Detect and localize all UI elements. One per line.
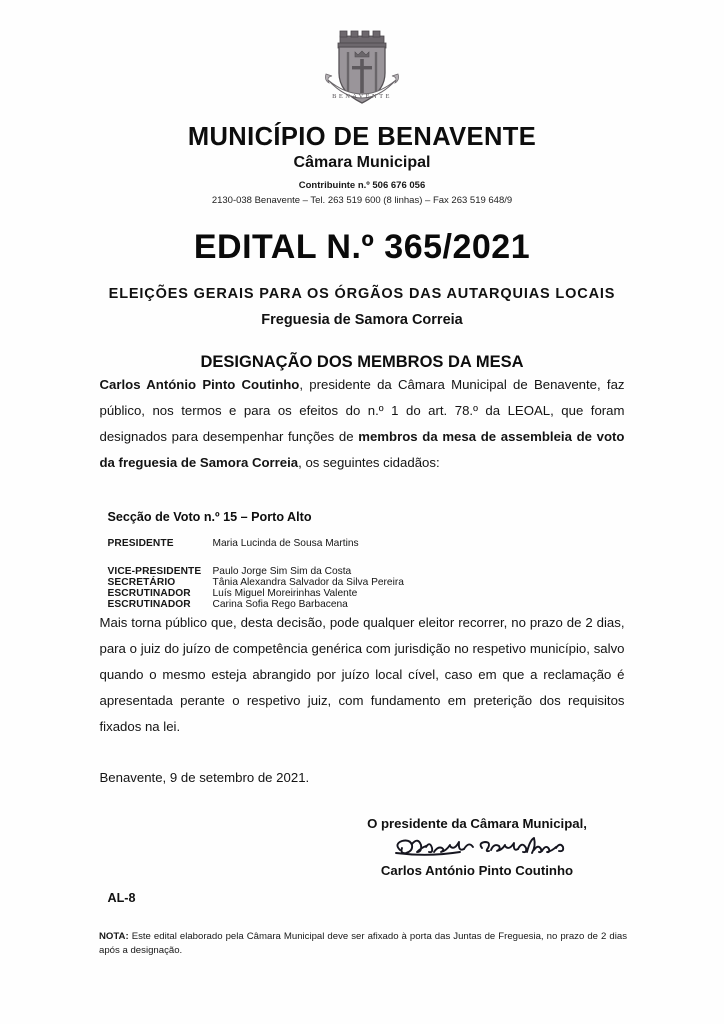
intro-bold-part: membros da mesa de assembleia de voto da freguesia de Samora Correia [99, 429, 625, 470]
parish-subtitle: Freguesia de Samora Correia [261, 312, 463, 328]
member-name: Maria Lucinda de Sousa Martins [212, 538, 359, 549]
member-role: ESCRUTINADOR [107, 588, 191, 599]
member-role: SECRETÁRIO [107, 577, 176, 588]
address-contact-line: 2130-038 Benavente – Tel. 263 519 600 (8 linhas) – Fax 263 519 648/9 [211, 195, 513, 206]
table-row [108, 538, 404, 566]
signature-title: O presidente da Câmara Municipal, [367, 816, 587, 831]
member-name: Carina Sofia Rego Barbacena [212, 599, 348, 610]
organization-name: MUNICÍPIO DE BENAVENTE [187, 123, 537, 151]
member-name: Luís Miguel Moreirinhas Valente [212, 588, 358, 599]
member-name: Tânia Alexandra Salvador da Silva Pereira [212, 577, 404, 588]
tax-number-line: Contribuinte n.º 506 676 056 [298, 180, 426, 191]
signature-block [100, 816, 625, 878]
members-table [108, 538, 404, 610]
intro-text-part-3: , os seguintes cidadãos: [298, 455, 440, 470]
table-row [108, 588, 404, 599]
voting-section-heading: Secção de Voto n.º 15 – Porto Alto [107, 510, 312, 524]
table-row [108, 577, 404, 588]
footer-note-text: Este edital elaborado pela Câmara Municipal deve ser afixado à porta das Juntas de Freguesia, no prazo de 2 dias após a designação. [99, 931, 627, 956]
table-row [108, 599, 404, 610]
footer-note-label: NOTA: [99, 931, 129, 942]
intro-paragraph [100, 372, 625, 476]
place-date-line: Benavente, 9 de setembro de 2021. [99, 770, 310, 785]
section-heading: DESIGNAÇÃO DOS MEMBROS DA MESA [200, 353, 524, 371]
member-role: ESCRUTINADOR [107, 599, 191, 610]
appeal-paragraph: Mais torna público que, desta decisão, pode qualquer eleitor recorrer, no prazo de 2 dias, para o juiz do juízo de competência genérica com jurisdição no respetivo município, salvo quando o mesmo esteja abrangido por juízo local cível, caso em que a reclamação é apresentada perante o respetivo juiz, com fundamento em preterição dos requisitos fixados na lei. [99, 615, 625, 734]
page-title: EDITAL N.º 365/2021 [193, 228, 531, 266]
handwritten-signature-icon [388, 832, 566, 862]
svg-text:BENAVENTE: BENAVENTE [332, 93, 392, 100]
document-code: AL-8 [107, 891, 136, 905]
document-body [100, 372, 625, 905]
member-name: Paulo Jorge Sim Sim da Costa [212, 566, 352, 577]
signatory-name: Carlos António Pinto Coutinho [380, 863, 574, 878]
organization-subtitle: Câmara Municipal [293, 154, 431, 171]
member-role: VICE-PRESIDENTE [107, 566, 202, 577]
member-role: PRESIDENTE [107, 538, 174, 549]
footer-note [99, 930, 627, 958]
declaring-president-name: Carlos António Pinto Coutinho [99, 377, 300, 392]
benavente-coat-of-arms-icon [318, 30, 406, 116]
table-row [108, 566, 404, 577]
letterhead [0, 0, 724, 206]
intro-text-part-1: , presidente da Câmara Municipal de Benavente, faz público, nos termos e para os efeitos do n.º 1 do art. 78.º da LEOAL, que foram designados para desempenhar funções de [99, 377, 625, 444]
election-subtitle: ELEIÇÕES GERAIS PARA OS ÓRGÃOS DAS AUTARQUIAS LOCAIS [108, 286, 616, 302]
